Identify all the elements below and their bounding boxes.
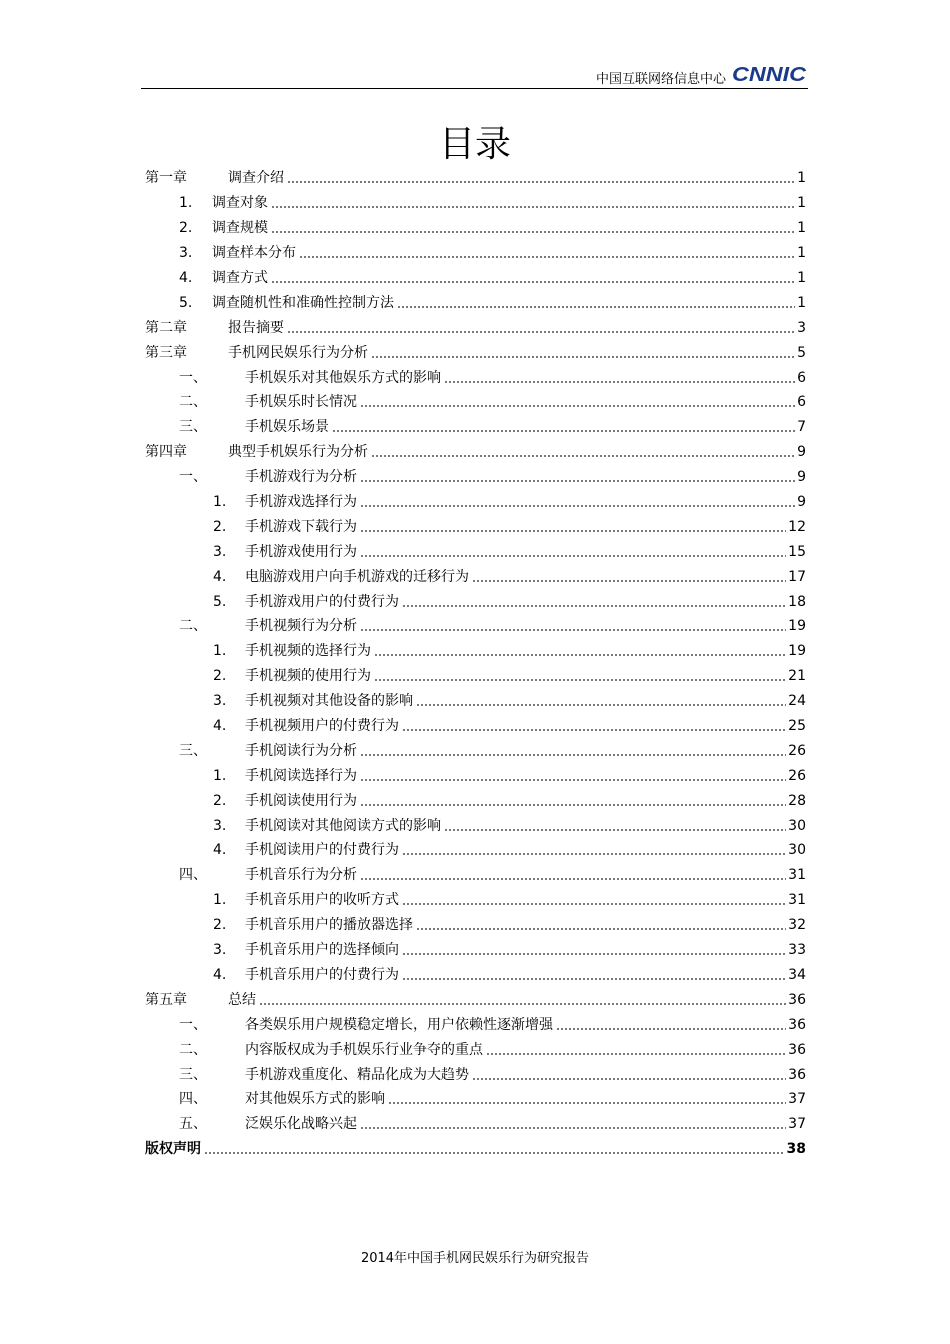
toc-entry-number: 4. <box>213 568 227 585</box>
toc-entry-label: 版权声明 <box>145 1141 201 1158</box>
toc-entry-label: 各类娱乐用户规模稳定增长，用户依赖性逐渐增强 <box>245 1016 553 1033</box>
toc-entry-line <box>245 642 806 660</box>
toc-entry-line <box>245 593 806 611</box>
dot-leader <box>259 1003 786 1005</box>
toc-entry-label: 手机视频对其他设备的影响 <box>245 693 413 710</box>
toc-entry-label: 手机视频的选择行为 <box>245 643 371 660</box>
cnnic-logo <box>732 64 808 84</box>
toc-entry-line <box>245 916 806 934</box>
toc-entry-number: 2. <box>213 668 227 685</box>
toc-entry[interactable] <box>145 913 806 938</box>
toc-entry-number: 3. <box>213 543 227 560</box>
dot-leader <box>374 654 786 656</box>
toc-entry-number: 1. <box>213 767 227 784</box>
toc-entry[interactable] <box>145 763 806 788</box>
toc-entry-line <box>245 941 806 959</box>
page-footer: 2014年中国手机网民娱乐行为研究报告 <box>360 1251 590 1266</box>
dot-leader <box>444 381 795 383</box>
toc-entry[interactable] <box>145 1062 806 1087</box>
toc-entry[interactable] <box>145 514 806 539</box>
page-title: 目录 <box>438 124 511 165</box>
toc-entry-line <box>212 219 806 237</box>
toc-entry-page: 24 <box>788 693 806 710</box>
toc-entry-page: 7 <box>797 419 806 436</box>
toc-entry-number: 1. <box>179 195 193 212</box>
toc-entry-page: 6 <box>797 369 806 386</box>
toc-entry-label: 手机娱乐时长情况 <box>245 394 357 411</box>
toc-entry-label: 调查随机性和准确性控制方法 <box>212 294 394 311</box>
dot-leader <box>360 779 786 781</box>
svg-text:CNNIC: CNNIC <box>732 64 807 84</box>
toc-entry-line <box>245 667 806 685</box>
toc-entry-line <box>245 617 806 635</box>
toc-entry[interactable] <box>145 241 806 266</box>
toc-entry-number: 1. <box>213 892 227 909</box>
toc-entry-line <box>245 1041 806 1059</box>
toc-entry-page: 1 <box>797 294 806 311</box>
toc-entry-label: 典型手机娱乐行为分析 <box>228 444 368 461</box>
dot-leader <box>360 505 795 507</box>
toc-entry-line <box>245 393 806 411</box>
toc-entry-number: 3. <box>179 245 193 262</box>
dot-leader <box>371 356 795 358</box>
toc-entry-number: 三、 <box>179 1066 207 1083</box>
toc-entry-line <box>245 767 806 785</box>
toc-entry-label: 手机游戏用户的付费行为 <box>245 593 399 610</box>
toc-entry-label: 手机阅读用户的付费行为 <box>245 842 399 859</box>
dot-leader <box>556 1028 786 1030</box>
toc-entry-number: 二、 <box>179 1041 207 1058</box>
toc-entry-number: 5. <box>213 593 227 610</box>
toc-entry-page: 9 <box>797 494 806 511</box>
dot-leader <box>371 455 795 457</box>
toc-entry-line <box>245 792 806 810</box>
dot-leader <box>360 530 786 532</box>
toc-entry-page: 17 <box>788 568 806 585</box>
toc-entry-line <box>245 742 806 760</box>
dot-leader <box>204 1152 785 1154</box>
toc-entry[interactable] <box>145 589 806 614</box>
dot-leader <box>360 1127 786 1129</box>
toc-entry-label: 手机阅读选择行为 <box>245 767 357 784</box>
toc-entry[interactable] <box>145 440 806 465</box>
toc-entry-page: 31 <box>788 867 806 884</box>
toc-entry-number: 一、 <box>179 469 207 486</box>
toc-entry-page: 28 <box>788 792 806 809</box>
toc-entry-number: 第二章 <box>145 319 187 336</box>
toc-entry[interactable] <box>145 315 806 340</box>
toc-entry[interactable] <box>145 664 806 689</box>
dot-leader <box>416 704 786 706</box>
toc-entry-label: 手机音乐用户的付费行为 <box>245 966 399 983</box>
toc-entry-number: 1. <box>213 643 227 660</box>
dot-leader <box>472 580 786 582</box>
toc-entry-number: 一、 <box>179 369 207 386</box>
toc-entry[interactable] <box>145 1087 806 1112</box>
toc-entry-label: 手机网民娱乐行为分析 <box>228 344 368 361</box>
toc-entry-page: 1 <box>797 220 806 237</box>
toc-entry[interactable] <box>145 863 806 888</box>
dot-leader <box>271 206 795 208</box>
toc-entry-page: 19 <box>788 618 806 635</box>
dot-leader <box>271 281 795 283</box>
toc-entry-page: 1 <box>797 270 806 286</box>
toc-entry[interactable] <box>145 365 806 390</box>
toc-entry-line <box>228 319 806 337</box>
toc-entry-label: 对其他娱乐方式的影响 <box>245 1091 385 1108</box>
dot-leader <box>360 754 786 756</box>
page-header <box>141 58 808 89</box>
toc-entry-number: 一、 <box>179 1016 207 1033</box>
toc-entry-page: 9 <box>797 469 806 486</box>
toc-entry-number: 3. <box>213 817 227 834</box>
toc-entry-page: 15 <box>788 543 806 560</box>
toc-entry-line <box>245 891 806 909</box>
toc-entry-page: 18 <box>788 593 806 610</box>
toc-entry-line <box>228 443 806 461</box>
toc-entry[interactable] <box>145 1012 806 1037</box>
toc-entry-number: 4. <box>213 842 227 859</box>
toc-entry[interactable] <box>145 813 806 838</box>
toc-entry-label: 手机阅读行为分析 <box>245 742 357 759</box>
dot-leader <box>332 430 795 432</box>
toc-entry-number: 第五章 <box>145 991 187 1008</box>
toc-entry-number: 3. <box>213 693 227 710</box>
toc-entry-line <box>228 344 806 362</box>
toc-entry-label: 手机娱乐对其他娱乐方式的影响 <box>245 369 441 386</box>
toc-entry-page: 6 <box>797 394 806 411</box>
toc-entry-label: 手机音乐用户的选择倾向 <box>245 942 399 959</box>
toc-entry-number: 四、 <box>179 1091 207 1108</box>
toc-entry-line <box>228 991 806 1009</box>
toc-entry-number: 4. <box>213 966 227 983</box>
toc-entry-label: 手机游戏行为分析 <box>245 469 357 486</box>
toc-entry-line <box>212 294 806 312</box>
dot-leader <box>299 256 795 258</box>
toc-entry[interactable] <box>145 639 806 664</box>
toc-entry-line <box>245 1090 806 1108</box>
toc-entry-page: 37 <box>788 1091 806 1108</box>
toc-entry-page: 1 <box>797 245 806 262</box>
toc-entry-page: 36 <box>788 1066 806 1083</box>
dot-leader <box>287 181 795 183</box>
toc-entry[interactable] <box>145 216 806 241</box>
dot-leader <box>444 829 786 831</box>
toc-entry-label: 内容版权成为手机娱乐行业争夺的重点 <box>245 1041 483 1058</box>
toc-entry-number: 1. <box>213 494 227 511</box>
toc-entry-line <box>228 169 806 187</box>
toc-entry[interactable] <box>145 938 806 963</box>
toc-entry-number: 第三章 <box>145 344 187 361</box>
toc-entry-line <box>245 493 806 511</box>
toc-entry-page: 30 <box>788 842 806 859</box>
dot-leader <box>360 629 786 631</box>
toc-entry-page: 31 <box>788 892 806 909</box>
toc-entry-line <box>212 269 806 287</box>
toc-entry-line <box>245 1066 806 1084</box>
toc-entry-label: 手机游戏下载行为 <box>245 518 357 535</box>
toc-entry-label: 手机阅读对其他阅读方式的影响 <box>245 817 441 834</box>
toc-entry-number: 2. <box>179 220 193 237</box>
toc-entry-page: 21 <box>788 668 806 685</box>
toc-entry[interactable] <box>145 191 806 216</box>
toc-entry-line <box>245 966 806 984</box>
dot-leader <box>402 978 786 980</box>
toc-entry[interactable] <box>145 714 806 739</box>
toc-entry-line <box>245 543 806 561</box>
toc-entry-page: 1 <box>797 170 806 187</box>
toc-entry-label: 手机游戏选择行为 <box>245 494 357 511</box>
toc-entry-page: 12 <box>788 518 806 535</box>
toc-entry[interactable] <box>145 390 806 415</box>
toc-entry-label: 手机游戏使用行为 <box>245 543 357 560</box>
org-name: 中国互联网络信息中心 <box>595 72 726 87</box>
toc-entry-line <box>245 817 806 835</box>
toc-entry-page: 26 <box>788 767 806 784</box>
toc-entry-number: 二、 <box>179 394 207 411</box>
toc-entry-label: 调查方式 <box>212 270 268 286</box>
toc-entry-label: 手机视频用户的付费行为 <box>245 718 399 735</box>
toc-entry-line <box>245 1115 806 1133</box>
toc-entry-page: 37 <box>788 1116 806 1133</box>
toc-entry-label: 手机音乐用户的收听方式 <box>245 892 399 909</box>
toc-entry-line <box>245 866 806 884</box>
dot-leader <box>397 306 795 308</box>
toc-entry[interactable] <box>145 539 806 564</box>
toc-entry-page: 36 <box>788 1016 806 1033</box>
toc-entry-page: 32 <box>788 917 806 934</box>
toc-entry[interactable] <box>145 490 806 515</box>
dot-leader <box>360 555 786 557</box>
toc-entry-page: 30 <box>788 817 806 834</box>
dot-leader <box>402 953 786 955</box>
toc-entry-page: 36 <box>788 991 806 1008</box>
toc-entry-label: 总结 <box>228 991 256 1008</box>
toc-entry-line <box>245 717 806 735</box>
toc-entry[interactable] <box>145 963 806 988</box>
toc-entry[interactable] <box>145 689 806 714</box>
toc-entry[interactable] <box>145 614 806 639</box>
toc-entry-label: 泛娱乐化战略兴起 <box>245 1116 357 1133</box>
dot-leader <box>402 903 786 905</box>
toc-entry-line <box>245 518 806 536</box>
toc-entry-page: 33 <box>788 942 806 959</box>
toc-entry-page: 34 <box>788 966 806 983</box>
toc-entry-number: 三、 <box>179 419 207 436</box>
toc-entry-number: 3. <box>213 942 227 959</box>
dot-leader <box>388 1102 786 1104</box>
toc-entry-number: 五、 <box>179 1116 207 1133</box>
toc-entry-label: 手机视频的使用行为 <box>245 668 371 685</box>
toc-entry-line <box>245 418 806 436</box>
toc-entry[interactable] <box>145 166 806 191</box>
toc-entry[interactable] <box>145 788 806 813</box>
dot-leader <box>360 405 795 407</box>
toc-entry-number: 二、 <box>179 618 207 635</box>
toc-entry[interactable] <box>145 987 806 1012</box>
toc-entry[interactable] <box>145 1037 806 1062</box>
toc-entry-label: 手机娱乐场景 <box>245 419 329 436</box>
toc-entry-page: 1 <box>797 195 806 212</box>
toc-entry[interactable] <box>145 266 806 291</box>
toc-entry-label: 手机视频行为分析 <box>245 618 357 635</box>
toc-entry-label: 报告摘要 <box>228 319 284 336</box>
toc-entry-label: 手机音乐行为分析 <box>245 867 357 884</box>
toc-entry-number: 第一章 <box>145 170 187 187</box>
dot-leader <box>402 729 786 731</box>
toc-entry-line <box>212 244 806 262</box>
toc-entry[interactable] <box>145 1137 806 1162</box>
toc-entry-label: 手机游戏重度化、精品化成为大趋势 <box>245 1066 469 1083</box>
toc-entry-line <box>245 692 806 710</box>
toc-entry-label: 调查样本分布 <box>212 245 296 262</box>
toc-entry-number: 三、 <box>179 742 207 759</box>
toc-entry[interactable] <box>145 465 806 490</box>
toc-entry-page: 36 <box>788 1041 806 1058</box>
dot-leader <box>486 1053 786 1055</box>
toc-entry-label: 调查介绍 <box>228 170 284 187</box>
toc-entry-label: 调查规模 <box>212 220 268 237</box>
toc-entry-line <box>245 568 806 586</box>
toc-entry-number: 2. <box>213 917 227 934</box>
toc-entry-page: 38 <box>786 1141 806 1158</box>
dot-leader <box>287 331 795 333</box>
toc-entry-number: 2. <box>213 518 227 535</box>
toc-entry[interactable] <box>145 290 806 315</box>
toc-entry-number: 四、 <box>179 867 207 884</box>
dot-leader <box>271 231 795 233</box>
dot-leader <box>360 480 795 482</box>
toc-entry[interactable] <box>145 1112 806 1137</box>
toc-entry-number: 2. <box>213 792 227 809</box>
toc-entry-number: 4. <box>179 270 193 286</box>
toc-entry-line <box>245 369 806 387</box>
toc-entry[interactable] <box>145 738 806 763</box>
toc-entry-label: 电脑游戏用户向手机游戏的迁移行为 <box>245 568 469 585</box>
toc-entry-page: 19 <box>788 643 806 660</box>
toc-entry-line <box>245 841 806 859</box>
toc-entry-number: 5. <box>179 294 193 311</box>
toc-entry[interactable] <box>145 838 806 863</box>
toc-entry-line <box>145 1140 806 1158</box>
toc-entry-page: 25 <box>788 718 806 735</box>
toc-entry-label: 调查对象 <box>212 195 268 212</box>
toc-entry-label: 手机音乐用户的播放器选择 <box>245 917 413 934</box>
toc-entry[interactable] <box>145 415 806 440</box>
toc-entry-page: 5 <box>797 344 806 361</box>
dot-leader <box>360 804 786 806</box>
toc-entry[interactable] <box>145 340 806 365</box>
toc-entry[interactable] <box>145 564 806 589</box>
toc-entry-page: 9 <box>797 444 806 461</box>
toc-entry[interactable] <box>145 888 806 913</box>
dot-leader <box>472 1078 786 1080</box>
dot-leader <box>416 928 786 930</box>
toc-entry-line <box>212 194 806 212</box>
dot-leader <box>374 679 786 681</box>
dot-leader <box>360 878 786 880</box>
toc-entry-line <box>245 468 806 486</box>
toc-entry-page: 3 <box>797 319 806 336</box>
dot-leader <box>402 605 786 607</box>
toc-entry-number: 4. <box>213 718 227 735</box>
toc-entry-label: 手机阅读使用行为 <box>245 792 357 809</box>
table-of-contents <box>145 166 806 1162</box>
toc-entry-page: 26 <box>788 742 806 759</box>
toc-entry-line <box>245 1016 806 1034</box>
dot-leader <box>402 853 786 855</box>
toc-entry-number: 第四章 <box>145 444 187 461</box>
